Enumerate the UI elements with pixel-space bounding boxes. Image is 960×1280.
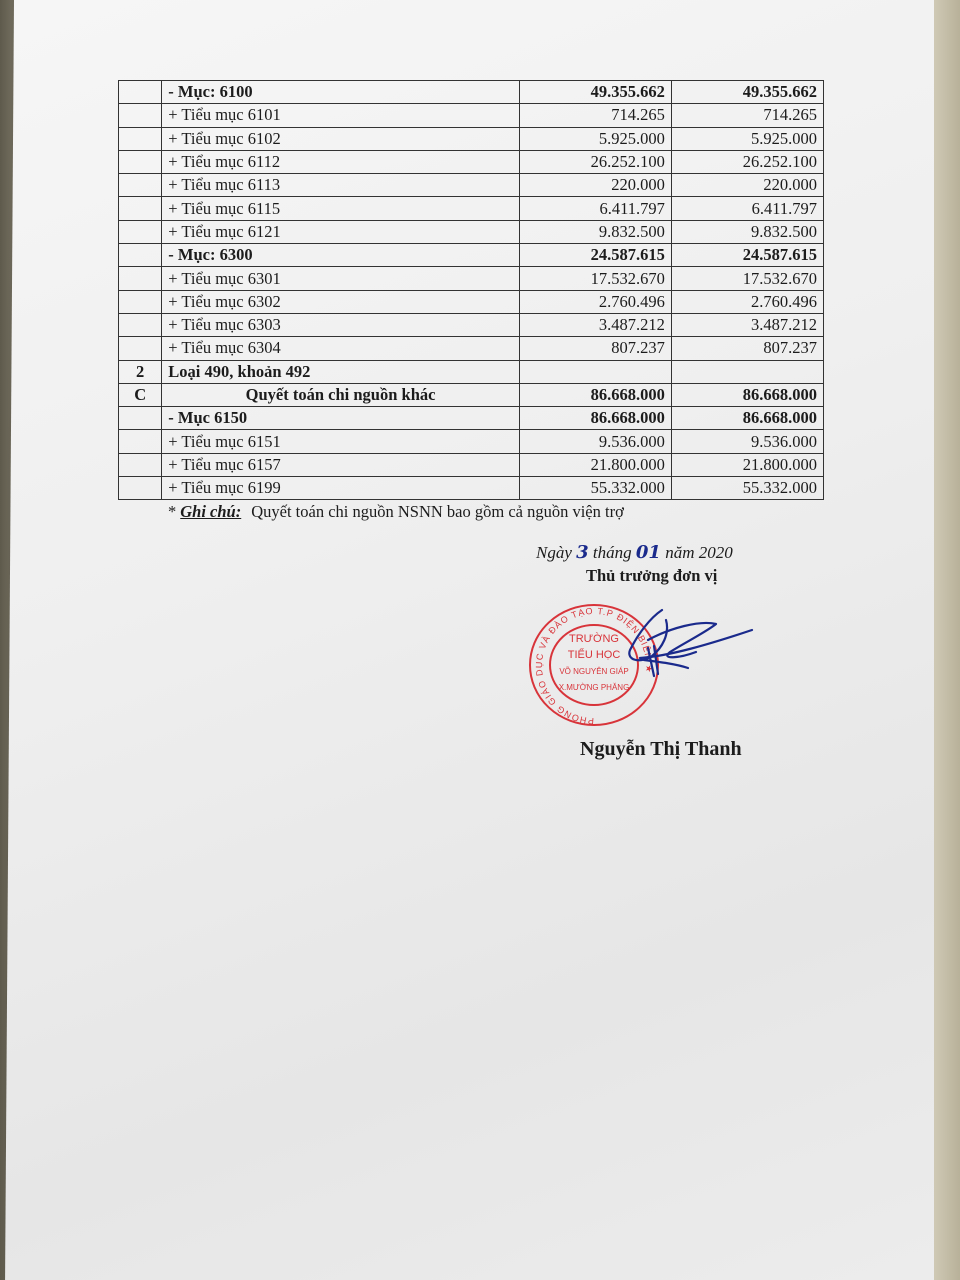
row-value-2: 714.265 [671,104,823,127]
row-value-2: 26.252.100 [671,150,823,173]
row-index [119,407,162,430]
row-value-2: 9.832.500 [671,220,823,243]
row-value-2: 6.411.797 [671,197,823,220]
date-line [536,542,733,563]
budget-table [118,80,824,500]
row-value-2: 86.668.000 [671,383,823,406]
row-label: - Mục 6150 [162,407,520,430]
table-row [119,267,824,290]
row-value-2: 49.355.662 [671,81,823,104]
row-value-1: 9.536.000 [519,430,671,453]
row-value-1: 5.925.000 [519,127,671,150]
row-label: + Tiểu mục 6157 [162,453,520,476]
row-index [119,81,162,104]
table-row [119,174,824,197]
table-row [119,150,824,173]
date-month-word: tháng [592,543,632,562]
row-index [119,104,162,127]
row-value-1: 49.355.662 [519,81,671,104]
row-index [119,453,162,476]
table-row [119,104,824,127]
seal-line-1: TRƯỜNG [569,633,619,645]
row-label: + Tiểu mục 6199 [162,477,520,500]
row-index [119,244,162,267]
row-index [119,337,162,360]
date-month: 01 [635,542,661,563]
date-prefix: Ngày [536,543,572,562]
footnote-star: * [168,502,177,521]
table-row [119,383,824,406]
table-row [119,360,824,383]
row-label: - Mục: 6300 [162,244,520,267]
row-label: + Tiểu mục 6301 [162,267,520,290]
table-row [119,313,824,336]
row-value-2: 86.668.000 [671,407,823,430]
seal-ring-text: PHÒNG GIÁO DỤC VÀ ĐÀO TẠO T.P ĐIỆN BIÊN ★ [533,605,655,727]
row-index [119,313,162,336]
row-index [119,127,162,150]
row-value-1: 2.760.496 [519,290,671,313]
table-row [119,220,824,243]
table-row [119,407,824,430]
row-value-2 [671,360,823,383]
row-index [119,197,162,220]
row-label: + Tiểu mục 6303 [162,313,520,336]
row-value-1: 6.411.797 [519,197,671,220]
row-value-1: 220.000 [519,174,671,197]
table-row [119,290,824,313]
row-label: + Tiểu mục 6113 [162,174,520,197]
row-label: Loại 490, khoản 492 [162,360,520,383]
table-row [119,337,824,360]
row-value-1: 86.668.000 [519,383,671,406]
row-value-2: 21.800.000 [671,453,823,476]
table-row [119,81,824,104]
signer-name: Nguyễn Thị Thanh [580,738,742,760]
row-label: + Tiểu mục 6115 [162,197,520,220]
row-index [119,290,162,313]
row-value-2: 24.587.615 [671,244,823,267]
row-label: + Tiểu mục 6101 [162,104,520,127]
row-index: 2 [119,360,162,383]
footnote-text: Quyết toán chi nguồn NSNN bao gồm cả nguồn viện trợ [251,502,624,521]
row-label: + Tiểu mục 6121 [162,220,520,243]
row-label: - Mục: 6100 [162,81,520,104]
row-index [119,430,162,453]
row-index: C [119,383,162,406]
row-value-1: 26.252.100 [519,150,671,173]
row-value-2: 9.536.000 [671,430,823,453]
row-value-2: 220.000 [671,174,823,197]
table-row [119,430,824,453]
handwritten-signature [600,598,760,680]
row-value-2: 55.332.000 [671,477,823,500]
table-row [119,127,824,150]
row-value-1: 9.832.500 [519,220,671,243]
budget-table-body [119,81,824,500]
footnote-label: Ghi chú: [180,502,242,521]
row-value-1: 86.668.000 [519,407,671,430]
seal-line-2: TIỂU HỌC [567,649,621,661]
row-label: + Tiểu mục 6102 [162,127,520,150]
footnote [168,502,624,522]
signatory-title: Thủ trưởng đơn vị [586,566,718,585]
table-row [119,477,824,500]
row-value-1 [519,360,671,383]
table-row [119,453,824,476]
row-index [119,174,162,197]
row-index [119,267,162,290]
row-index [119,477,162,500]
row-value-2: 17.532.670 [671,267,823,290]
row-value-2: 3.487.212 [671,313,823,336]
row-label: + Tiểu mục 6112 [162,150,520,173]
row-index [119,150,162,173]
row-value-1: 55.332.000 [519,477,671,500]
row-value-1: 17.532.670 [519,267,671,290]
row-label: + Tiểu mục 6151 [162,430,520,453]
row-value-1: 714.265 [519,104,671,127]
date-day: 3 [576,542,589,563]
seal-line-4: X.MƯỜNG PHĂNG [558,683,630,692]
background-strip [934,0,960,1280]
row-value-1: 24.587.615 [519,244,671,267]
date-year: năm 2020 [665,543,733,562]
row-value-1: 3.487.212 [519,313,671,336]
row-label: + Tiểu mục 6304 [162,337,520,360]
table-row [119,244,824,267]
row-value-2: 807.237 [671,337,823,360]
row-index [119,220,162,243]
row-label: Quyết toán chi nguồn khác [162,383,520,406]
table-row [119,197,824,220]
seal-line-3: VÕ NGUYÊN GIÁP [559,667,629,676]
row-value-1: 807.237 [519,337,671,360]
row-value-2: 5.925.000 [671,127,823,150]
row-value-1: 21.800.000 [519,453,671,476]
row-label: + Tiểu mục 6302 [162,290,520,313]
row-value-2: 2.760.496 [671,290,823,313]
